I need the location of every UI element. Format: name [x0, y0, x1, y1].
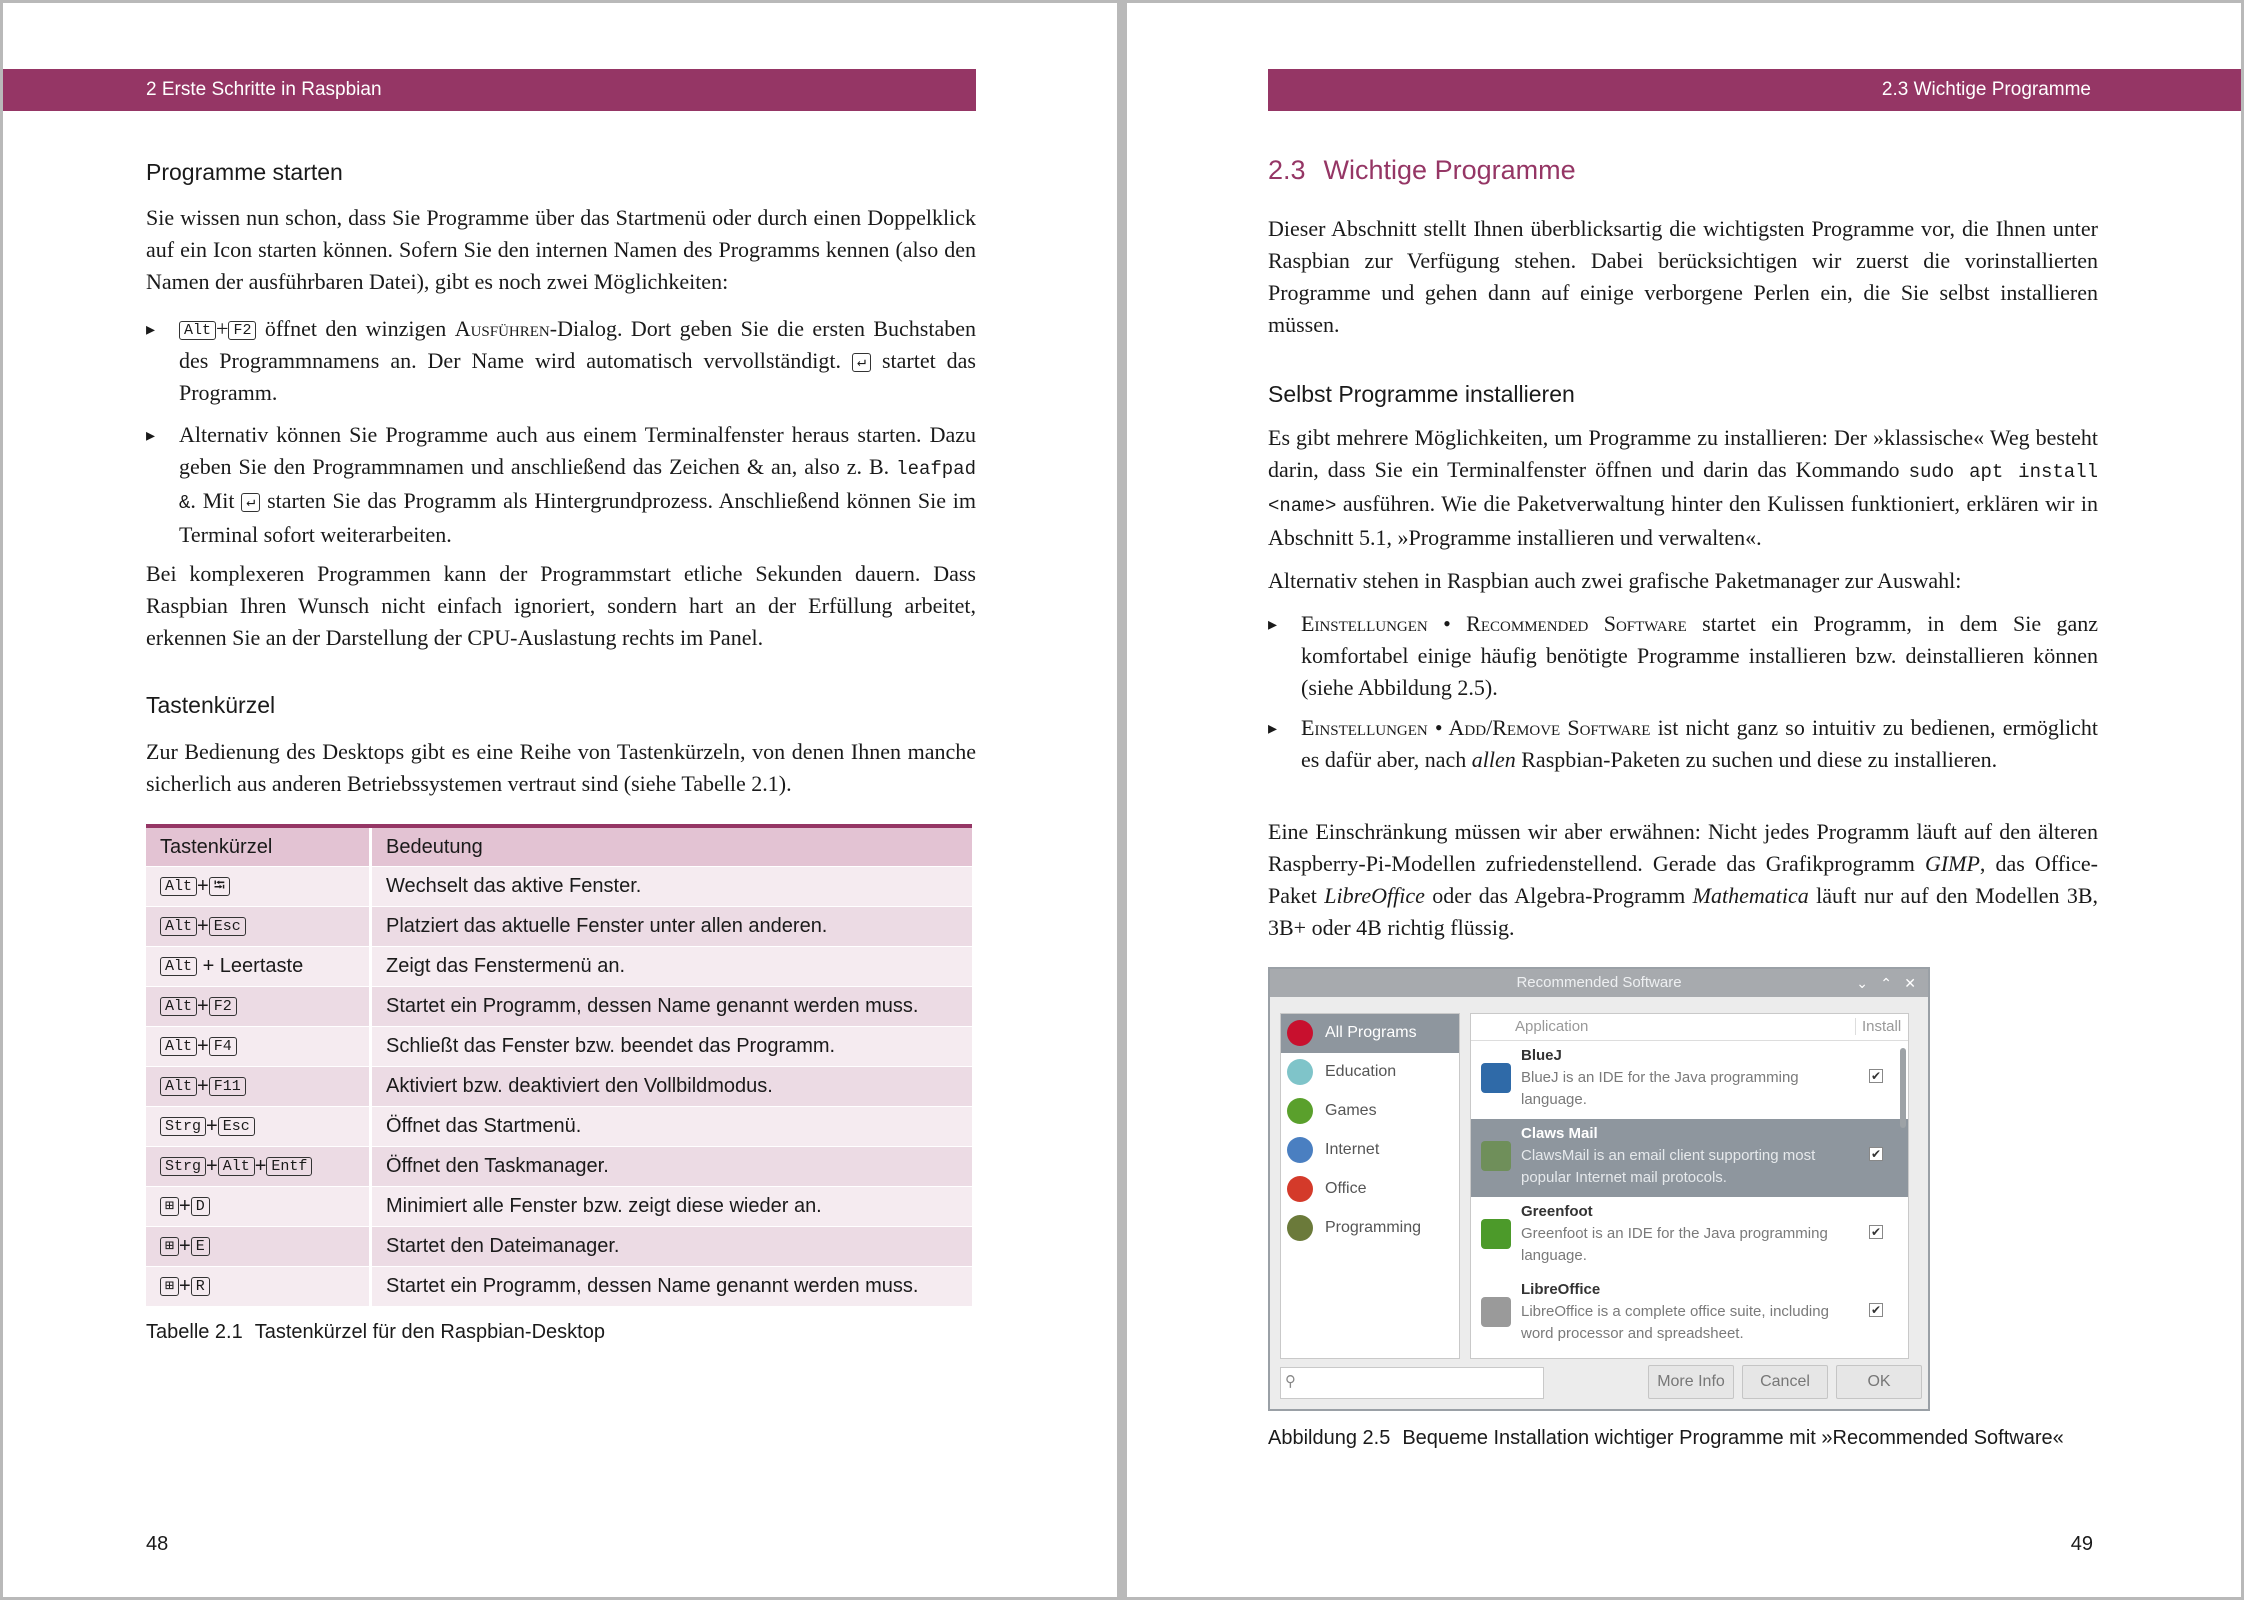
table-cell-meaning: Öffnet den Taskmanager.	[371, 1147, 973, 1187]
key-cap: Entf	[266, 1157, 312, 1176]
paragraph: Dieser Abschnitt stellt Ihnen überblicksartig die wichtigsten Programme vor, die Ihnen unter Raspbian zur Verfügung stehen. Dabei berücksichtigen wir zuerst die vorinstallierten Programme und gehen dann auf einige verborgene Perlen ein, die Sie selbst installieren müssen.	[1268, 216, 2098, 337]
right-page	[1127, 3, 2241, 1597]
table-row	[146, 1187, 972, 1227]
search-input[interactable]	[1280, 1367, 1544, 1399]
table-cell-keys: Strg + Esc	[146, 1107, 371, 1147]
table-row	[146, 947, 972, 987]
running-header: 2 Erste Schritte in Raspbian	[3, 69, 976, 111]
list-item: ▸ Einstellungen • Add/Remove Software ist nicht ganz so intuitiv zu bedienen, ermöglicht es dafür aber, nach allen Raspbian-Paketen zu suchen und diese zu installieren.	[1268, 712, 2098, 776]
table-cell-keys: ⊞ + E	[146, 1227, 371, 1267]
key-cap: E	[191, 1237, 210, 1256]
running-header: 2.3 Wichtige Programme	[1268, 69, 2241, 111]
table-cell-meaning: Schließt das Fenster bzw. beendet das Programm.	[371, 1027, 973, 1067]
table-row	[146, 1147, 972, 1187]
app-name: Claws Mail	[1521, 1125, 1598, 1142]
left-page	[3, 3, 1117, 1597]
table-cell-keys: Alt + Leertaste	[146, 947, 371, 987]
list-item[interactable]	[1471, 1119, 1908, 1197]
paragraph: Sie wissen nun schon, dass Sie Programme über das Startmenü oder durch einen Doppelklick auf ein Icon starten können. Sofern Sie den internen Namen des Programms kennen (also den Namen der ausführbaren Datei), gibt es noch zwei Möglichkeiten:	[146, 205, 976, 294]
app-icon	[1481, 1141, 1511, 1171]
recommended-software-window	[1268, 967, 1930, 1411]
key-cap: Alt	[160, 997, 197, 1016]
bullet-list	[146, 313, 976, 551]
table-row	[146, 1067, 972, 1107]
table-cell-meaning: Startet ein Programm, dessen Name genannt werden muss.	[371, 987, 973, 1027]
heading-selbst-installieren: Selbst Programme installieren	[1268, 381, 1575, 407]
minimize-icon[interactable]: ⌄	[1856, 975, 1868, 991]
list-item[interactable]	[1471, 1275, 1908, 1353]
table-cell-keys: ⊞ + R	[146, 1267, 371, 1307]
key-cap: ⊞	[160, 1197, 179, 1216]
key-cap: ⭾	[209, 877, 230, 896]
table-cell-meaning: Platziert das aktuelle Fenster unter allen anderen.	[371, 907, 973, 947]
app-icon	[1481, 1063, 1511, 1093]
key-cap: Strg	[160, 1117, 206, 1136]
table-cell-meaning: Öffnet das Startmenü.	[371, 1107, 973, 1147]
table-header	[146, 826, 972, 867]
table-cell-keys: Alt + F2	[146, 987, 371, 1027]
page-number: 49	[2070, 1533, 2093, 1555]
key-cap: F2	[228, 321, 256, 340]
install-checkbox[interactable]: ✔	[1870, 1303, 1882, 1317]
close-icon[interactable]: ✕	[1904, 975, 1916, 991]
bullet-list	[1268, 608, 2098, 776]
app-description: Greenfoot is an IDE for the Java programming language.	[1521, 1225, 1828, 1264]
list-item: ▸ Alt + F2 öffnet den winzigen Ausführen-Dialog. Dort geben Sie die ersten Buchstaben des Programmnamens an. Der Name wird automatisch vervollständigt. ↵ startet das Programm.	[146, 313, 976, 409]
table-cell-keys: Strg + Alt + Entf	[146, 1147, 371, 1187]
table-row	[146, 867, 972, 907]
scrollbar[interactable]	[1900, 1044, 1906, 1354]
enter-key-icon: ↵	[241, 493, 260, 512]
window-titlebar	[1270, 969, 1928, 997]
paragraph: Bei komplexeren Programmen kann der Programmstart etliche Sekunden dauern. Dass Raspbian Ihren Wunsch nicht einfach ignoriert, sondern hart an der Erfüllung arbeitet, erkennen Sie an der Darstellung der CPU-Auslastung rechts im Panel.	[146, 561, 976, 650]
category-label: Programming	[1325, 1219, 1422, 1236]
key-cap: Alt	[218, 1157, 255, 1176]
list-item: ▸ Alternativ können Sie Programme auch aus einem Terminalfenster heraus starten. Dazu geben Sie den Programmnamen und anschließend das Zeichen & an, also z. B. leafpad &. Mit ↵ starten Sie das Programm als Hintergrundprozess. Anschließend können Sie im Terminal sofort weiterarbeiten.	[146, 419, 976, 551]
key-cap: Alt	[160, 877, 197, 896]
application-list	[1470, 1013, 1909, 1359]
list-item[interactable]	[1471, 1197, 1908, 1275]
table-header-cell: Bedeutung	[386, 835, 483, 858]
key-cap: Alt	[160, 957, 197, 976]
app-name: BlueJ	[1521, 1047, 1562, 1064]
table-cell-keys: Alt + ⭾	[146, 867, 371, 907]
category-label: Education	[1325, 1063, 1397, 1080]
category-icon	[1287, 1176, 1313, 1202]
key-cap: Strg	[160, 1157, 206, 1176]
category-icon	[1287, 1059, 1313, 1085]
key-cap: Alt	[160, 1037, 197, 1056]
category-item[interactable]	[1281, 1092, 1459, 1131]
category-label: Internet	[1325, 1141, 1380, 1158]
paragraph: Alternativ stehen in Raspbian auch zwei grafische Paketmanager zur Auswahl:	[1268, 568, 1962, 593]
key-cap: F2	[209, 997, 237, 1016]
install-checkbox[interactable]: ✔	[1870, 1147, 1882, 1161]
table-cell-keys: Alt + Esc	[146, 907, 371, 947]
heading-tastenkuerzel: Tastenkürzel	[146, 692, 276, 718]
app-description: BlueJ is an IDE for the Java programming language.	[1521, 1069, 1799, 1108]
table-cell-meaning: Startet ein Programm, dessen Name genannt werden muss.	[371, 1267, 973, 1307]
key-cap: Alt	[179, 321, 216, 340]
install-checkbox[interactable]: ✔	[1870, 1069, 1882, 1083]
category-label: All Programs	[1325, 1024, 1417, 1041]
section-title: 2.3 Wichtige Programme	[1268, 155, 1576, 185]
table-cell-meaning: Minimiert alle Fenster bzw. zeigt diese wieder an.	[371, 1187, 973, 1227]
cancel-button[interactable]: Cancel	[1742, 1365, 1828, 1399]
table-header-cell: Tastenkürzel	[146, 826, 371, 867]
key-cap: ⊞	[160, 1237, 179, 1256]
category-icon	[1287, 1215, 1313, 1241]
window-title: Recommended Software	[1516, 974, 1682, 991]
heading-programme-starten: Programme starten	[146, 159, 343, 185]
table-cell-meaning: Zeigt das Fenstermenü an.	[371, 947, 973, 987]
key-cap: Alt	[160, 917, 197, 936]
table-row	[146, 907, 972, 947]
list-item: ▸ Einstellungen • Recommended Software startet ein Programm, in dem Sie ganz komfortabel einige häufig benötigte Programme installieren bzw. deinstallieren können (siehe Abbildung 2.5).	[1268, 608, 2098, 704]
key-cap: Alt	[160, 1077, 197, 1096]
table-cell-meaning: Startet den Dateimanager.	[371, 1227, 973, 1267]
key-cap: R	[191, 1277, 210, 1296]
scrollbar-thumb[interactable]	[1900, 1048, 1906, 1128]
enter-key-icon: ↵	[852, 353, 871, 372]
maximize-icon[interactable]: ⌃	[1880, 975, 1892, 991]
table-cell-meaning: Wechselt das aktive Fenster.	[371, 867, 973, 907]
paragraph: Zur Bedienung des Desktops gibt es eine Reihe von Tastenkürzeln, von denen Ihnen manche sicherlich aus anderen Betriebssystemen vertraut sind (siehe Tabelle 2.1).	[146, 739, 976, 796]
shortcut-table	[146, 824, 972, 1306]
search-icon: ⚲	[1285, 1373, 1296, 1390]
column-application[interactable]: Application	[1515, 1018, 1589, 1035]
key-cap: F4	[209, 1037, 237, 1056]
category-item[interactable]	[1281, 1053, 1459, 1092]
category-item[interactable]	[1281, 1170, 1459, 1209]
paragraph: Es gibt mehrere Möglichkeiten, um Programme zu installieren: Der »klassische« Weg besteht darin, dass Sie ein Terminalfenster öffnen und darin das Kommando sudo apt install <name> ausführen. Wie die Paketverwaltung hinter den Kulissen funktioniert, erklären wir in Abschnitt 5.1, »Programme installieren und verwalten«.	[1268, 425, 2098, 550]
app-name: LibreOffice	[1521, 1281, 1601, 1298]
category-item[interactable]	[1281, 1209, 1459, 1248]
category-item[interactable]	[1281, 1014, 1459, 1053]
page-number: 48	[146, 1533, 169, 1555]
table-row	[146, 1267, 972, 1307]
category-icon	[1287, 1098, 1313, 1124]
figure-caption: Abbildung 2.5 Bequeme Installation wichtiger Programme mit »Recommended Software«	[1268, 1427, 2064, 1449]
category-label: Office	[1325, 1180, 1367, 1197]
more-info-button[interactable]: More Info	[1648, 1365, 1734, 1399]
column-install[interactable]: Install	[1855, 1018, 1901, 1035]
category-label: Games	[1325, 1102, 1377, 1119]
key-cap: F11	[209, 1077, 246, 1096]
category-icon	[1287, 1020, 1313, 1046]
install-checkbox[interactable]: ✔	[1870, 1225, 1882, 1239]
key-cap: D	[191, 1197, 210, 1216]
list-header	[1471, 1014, 1908, 1041]
key-cap: Esc	[218, 1117, 255, 1136]
key-cap: Esc	[209, 917, 246, 936]
app-icon	[1481, 1219, 1511, 1249]
app-name: Greenfoot	[1521, 1203, 1593, 1220]
category-item[interactable]	[1281, 1131, 1459, 1170]
table-row	[146, 1227, 972, 1267]
ok-button[interactable]: OK	[1836, 1365, 1922, 1399]
table-cell-keys: Alt + F11	[146, 1067, 371, 1107]
paragraph: Eine Einschränkung müssen wir aber erwähnen: Nicht jedes Programm läuft auf den älteren Raspberry-Pi-Modellen zufriedenstellend. Gerade das Grafikprogramm GIMP, das Office-Paket LibreOffice oder das Algebra-Programm Mathematica läuft nur auf den Modellen 3B, 3B+ oder 4B richtig flüssig.	[1268, 819, 2098, 940]
table-cell-keys: Alt + F4	[146, 1027, 371, 1067]
key-cap: ⊞	[160, 1277, 179, 1296]
app-icon	[1481, 1297, 1511, 1327]
app-description: LibreOffice is a complete office suite, including word processor and spreadsheet.	[1521, 1303, 1829, 1342]
table-row	[146, 1027, 972, 1067]
table-cell-meaning: Aktiviert bzw. deaktiviert den Vollbildmodus.	[371, 1067, 973, 1107]
list-item[interactable]	[1471, 1041, 1908, 1119]
table-caption: Tabelle 2.1 Tastenkürzel für den Raspbian-Desktop	[146, 1321, 605, 1343]
app-description: ClawsMail is an email client supporting most popular Internet mail protocols.	[1521, 1147, 1816, 1186]
category-icon	[1287, 1137, 1313, 1163]
table-row	[146, 1107, 972, 1147]
table-cell-keys: ⊞ + D	[146, 1187, 371, 1227]
category-list	[1280, 1013, 1460, 1359]
table-row	[146, 987, 972, 1027]
